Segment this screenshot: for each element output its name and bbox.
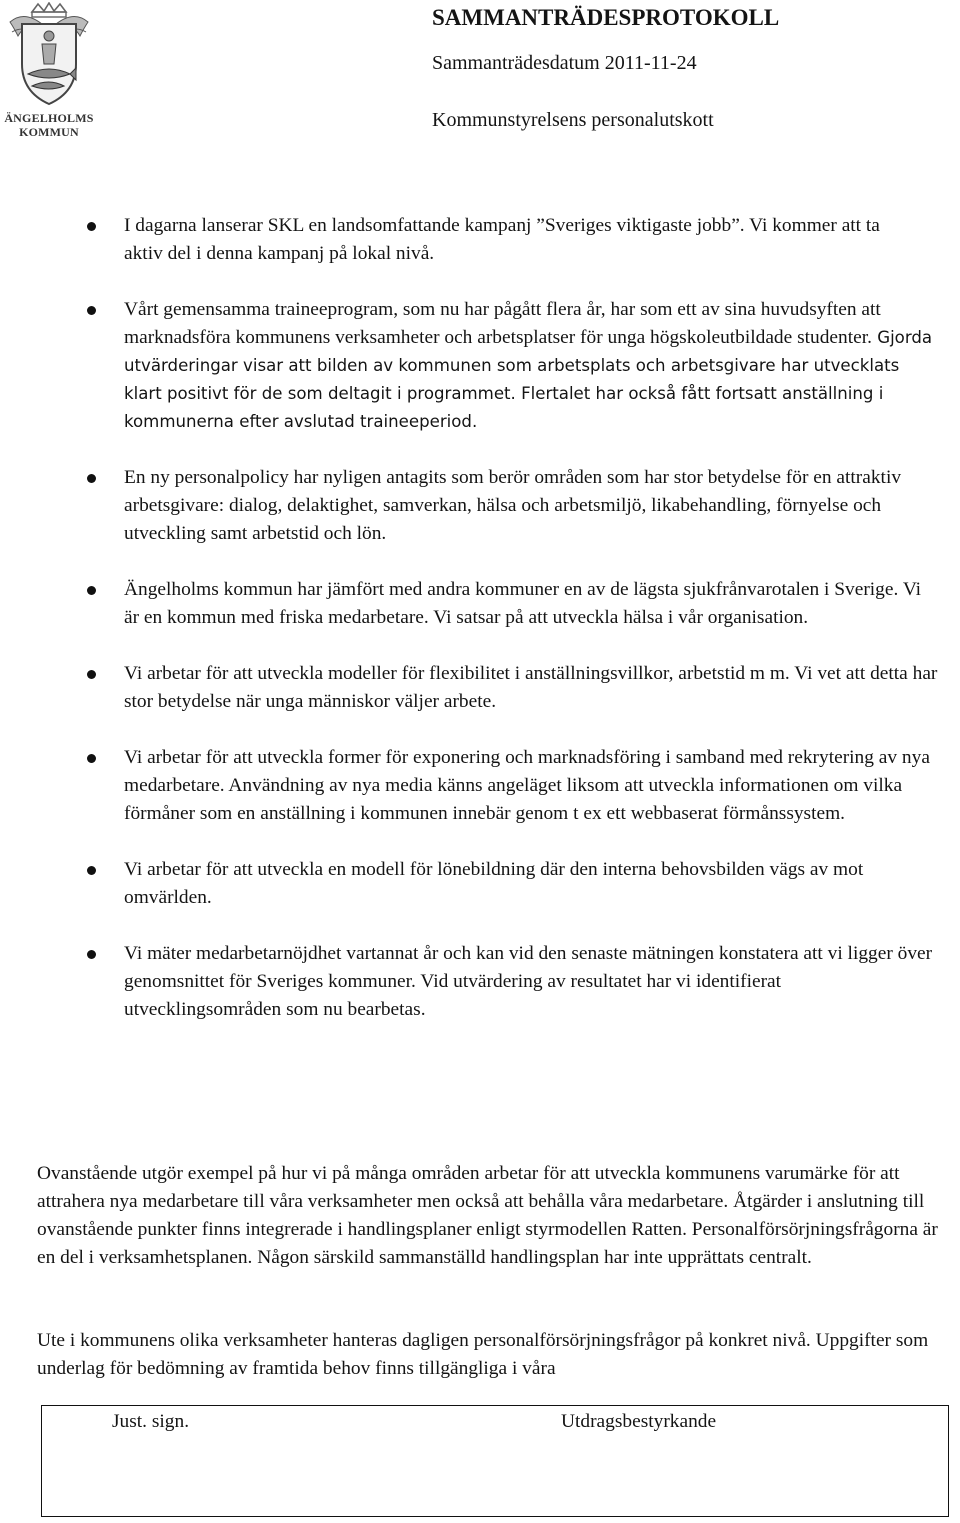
- bullet-icon: [87, 586, 96, 595]
- list-item: [0, 660, 960, 716]
- list-item-text: Vi arbetar för att utveckla former för exponering och marknadsföring i samband med rekrytering av nya medarbetare. Användning av nya media känns angeläget liksom att utveckla informationen om vilka förmåner som en anställning i kommunen innebär genom t ex ett webbaserat förmånssystem.: [124, 747, 930, 824]
- logo-line-1: ÄNGELHOLMS: [4, 111, 94, 125]
- list-item-text: Vårt gemensamma traineeprogram, som nu har pågått flera år, har som ett av sina huvudsyften att marknadsföra kommunens verksamheter och arbetsplatser för unga högskoleutbildade studenter.: [124, 299, 881, 348]
- list-item: [0, 296, 960, 436]
- list-item: [0, 464, 960, 548]
- logo-line-2: KOMMUN: [19, 125, 79, 139]
- list-item: [0, 940, 960, 1024]
- list-item: [0, 744, 960, 828]
- bullet-icon: [87, 306, 96, 315]
- list-item-text: En ny personalpolicy har nyligen antagits som berör områden som har stor betydelse för en attraktiv arbetsgivare: dialog, delaktighet, samverkan, hälsa och arbetsmiljö, likabehandling, förnyelse och utveckling samt arbetstid och lön.: [124, 467, 902, 544]
- list-item: [0, 856, 960, 912]
- list-item-text: Vi arbetar för att utveckla modeller för flexibilitet i anställningsvillkor, arbetstid m m. Vi vet att detta har stor betydelse när unga människor väljer arbete.: [124, 663, 938, 712]
- list-item-text: Vi arbetar för att utveckla en modell för lönebildning där den interna behovsbilden vägs av mot omvärlden.: [124, 859, 864, 908]
- list-item-text: I dagarna lanserar SKL en landsomfattande kampanj ”Sveriges viktigaste jobb”. Vi kommer att ta aktiv del i denna kampanj på lokal nivå.: [124, 215, 880, 264]
- list-item-text-continued: Gjorda utvärderingar visar att bilden av kommunen som arbetsplats och arbetsgivare har utvecklats klart positivt för de som deltagit i programmet. Flertalet har också fått fortsatt anställning i kommunerna efter avslutad traineeperiod.: [124, 328, 933, 431]
- committee-name: Kommunstyrelsens personalutskott: [432, 109, 714, 131]
- bullet-icon: [87, 754, 96, 763]
- signature-box: [41, 1405, 949, 1517]
- bullet-icon: [87, 670, 96, 679]
- list-item: [0, 576, 960, 632]
- body-paragraph: Ovanstående utgör exempel på hur vi på många områden arbetar för att utveckla kommunens varumärke för att attrahera nya medarbetare till våra verksamheter men också att behålla våra medarbetare. Åtgärder i anslutning till ovanstående punkter finns integrerade i handlingsplaner enligt styrmodellen Ratten. Personalförsörjningsfrågorna är en del i verksamhetsplanen. Någon särskild sammanställd handlingsplan har inte upprättats centralt.: [37, 1163, 938, 1268]
- bullet-list: [0, 212, 960, 1024]
- utdrag-label: Utdragsbestyrkande: [561, 1411, 717, 1432]
- document-header: [432, 4, 779, 132]
- bullet-icon: [87, 950, 96, 959]
- just-sign-label: Just. sign.: [112, 1411, 190, 1432]
- body-paragraph: Ute i kommunens olika verksamheter hanteras dagligen personalförsörjningsfrågor på konkret nivå. Uppgifter som underlag för bedömning av framtida behov finns tillgängliga i våra: [37, 1330, 929, 1379]
- document-title: SAMMANTRÄDESPROTOKOLL: [432, 5, 780, 30]
- list-item: [0, 212, 960, 268]
- crest-icon: [4, 2, 94, 110]
- meeting-date: Sammanträdesdatum 2011-11-24: [432, 52, 697, 74]
- list-item-text: Vi mäter medarbetarnöjdhet vartannat år och kan vid den senaste mätningen konstatera att vi ligger över genomsnittet för Sveriges kommuner. Vid utvärdering av resultatet har vi identifierat utvecklingsområden som nu bearbetas.: [124, 943, 933, 1020]
- bullet-icon: [87, 222, 96, 231]
- bullet-icon: [87, 866, 96, 875]
- list-item-text: Ängelholms kommun har jämfört med andra kommuner en av de lägsta sjukfrånvarotalen i Sverige. Vi är en kommun med friska medarbetare. Vi satsar på att utveckla hälsa i vår organisation.: [124, 579, 922, 628]
- municipality-logo: [4, 2, 94, 140]
- bullet-icon: [87, 474, 96, 483]
